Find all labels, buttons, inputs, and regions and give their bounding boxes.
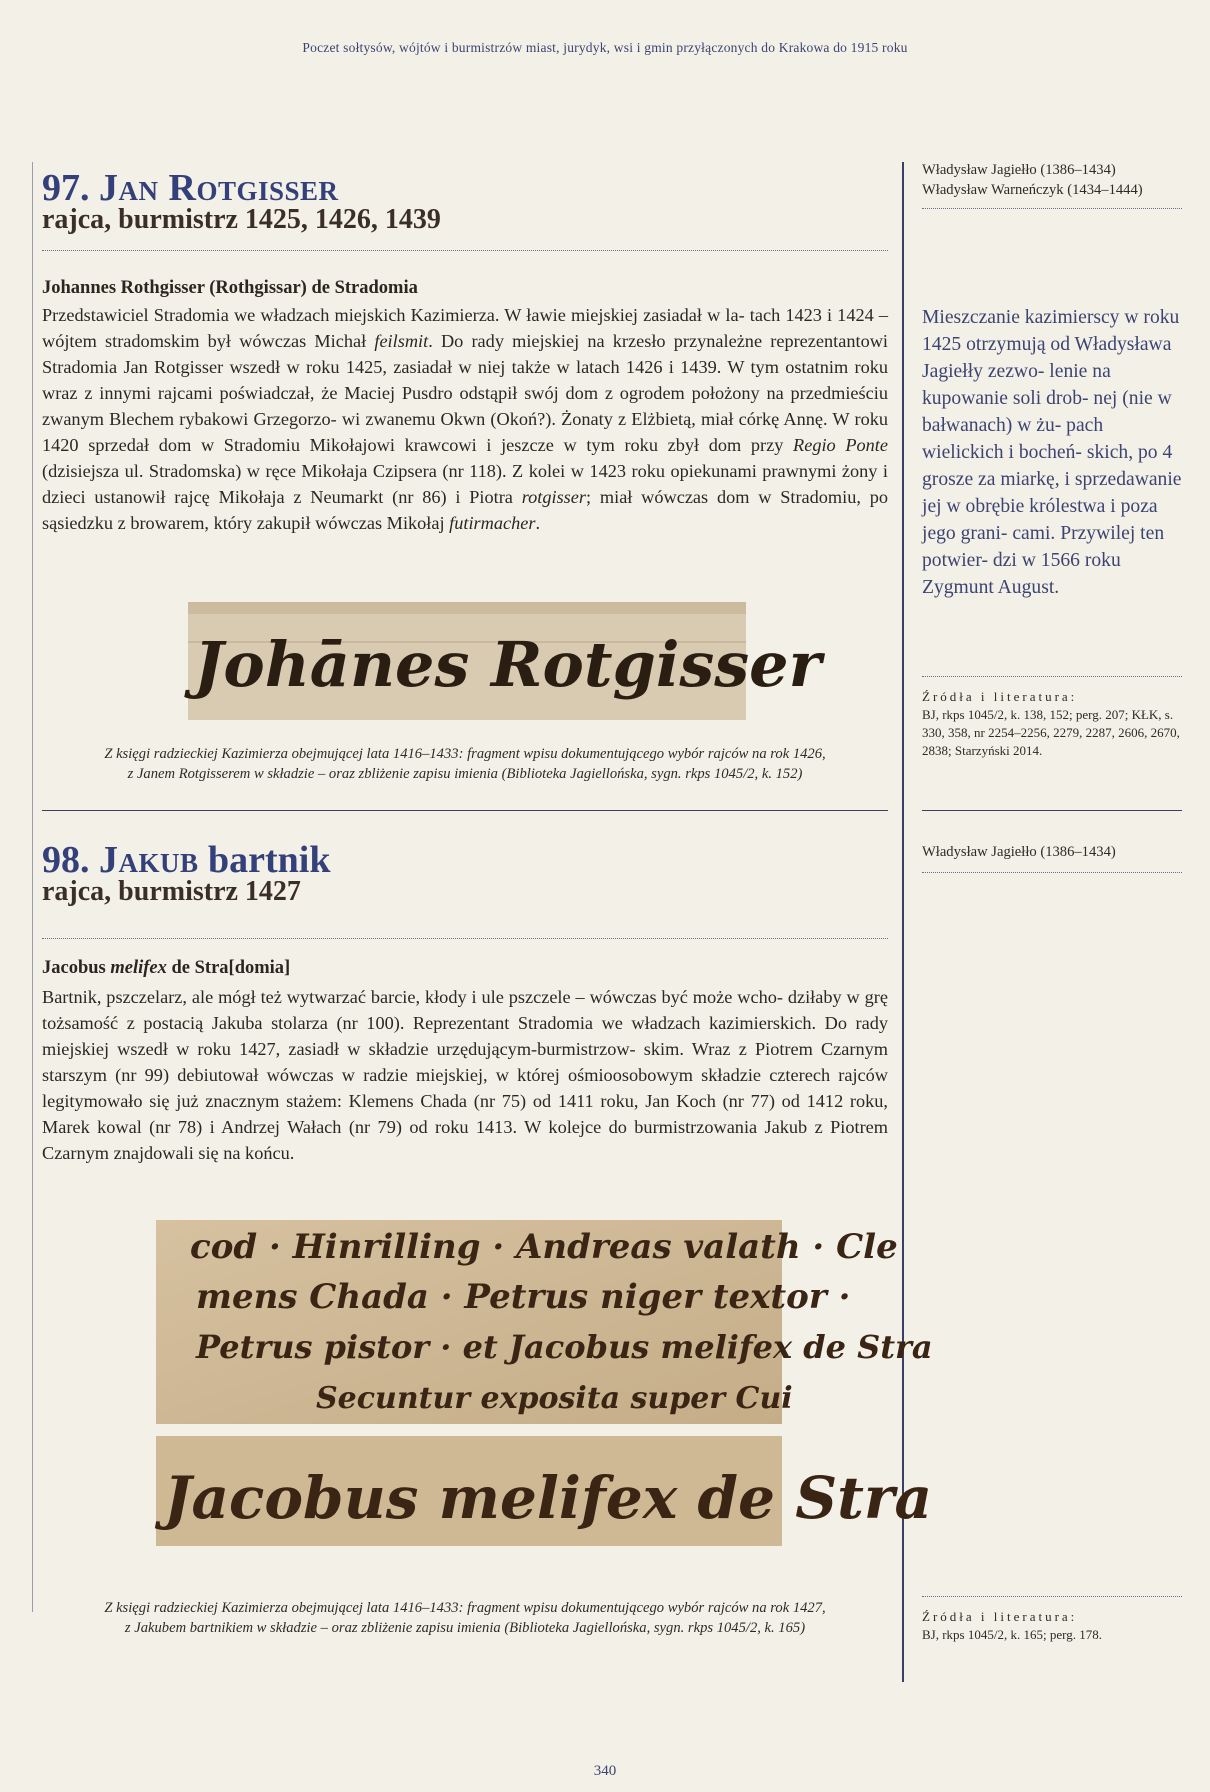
entry-98-number: 98.	[42, 839, 90, 881]
latin-part: Jacobus	[42, 958, 111, 978]
entry-97-role: rajca, burmistrz 1425, 1426, 1439	[42, 204, 441, 235]
sources-divider	[922, 676, 1182, 677]
body-segment: . Do rady miejskiej na krzesło przynależne reprezentantowi Stradomia Jan Rotgisser wszedł w roku 1425, zasiadał w niej także w latach 1426 i 1439. W tym ostatnim roku wraz z innymi rajcami poświadczał, że Maciej Pusdro odstąpił swój dom z ogrodem położony na przedmieściu zwanym Blechem rybakowi Grzegorzo- wi zwanemu Okwn (Okoń?). Żonaty z Elżbietą, miał córkę Annę. W roku 1420 sprzedał dom w Stradomiu Mikołajowi krawcowi i jeszcze w tym roku zbył dom przy	[42, 331, 888, 455]
entry-97-sources	[922, 688, 1182, 760]
manuscript-98-line: Secuntur exposita super Cui	[316, 1381, 793, 1416]
manuscript-image-97	[188, 602, 822, 720]
body-segment: .	[535, 513, 541, 533]
running-header: Poczet sołtysów, wójtów i burmistrzów miast, jurydyk, wsi i gmin przyłączonych do Krakowa do 1915 roku	[302, 40, 908, 55]
manuscript-98-line: Petrus pistor · et Jacobus melifex de Stra	[196, 1328, 933, 1366]
entry-97-side-note: Mieszczanie kazimierscy w roku 1425 otrzymują od Władysława Jagiełły zezwo- lenie na kupowanie soli drob- nej (nie w bałwanach) w żu- pach wielickich i bocheń- skich, po 4 grosze za miarkę, i sprzedawanie jej w obrębie królestwa i poza jego grani- cami. Przywilej ten potwier- dzi w 1566 roku Zygmunt August.	[922, 307, 1182, 598]
sources-label: Źródła i literatura:	[922, 689, 1078, 704]
entry-97-title-divider	[42, 250, 888, 251]
manuscript-97-text: Johānes Rotgisser	[194, 628, 822, 701]
entry-98-title-divider	[42, 938, 888, 939]
entry-98-role: rajca, burmistrz 1427	[42, 876, 301, 907]
entry-97-caption	[42, 744, 888, 784]
entry-97-latin-name: Johannes Rothgisser (Rothgissar) de Stradomia	[42, 278, 418, 298]
page-number: 340	[593, 1763, 617, 1779]
caption-line: Z księgi radzieckiej Kazimierza obejmującej lata 1416–1433: fragment wpisu dokumentującego wybór rajców na rok 1427,	[104, 1600, 826, 1616]
entry-97-rulers	[922, 160, 1182, 200]
caption-line: Z księgi radzieckiej Kazimierza obejmującej lata 1416–1433: fragment wpisu dokumentującego wybór rajców na rok 1426,	[104, 746, 826, 762]
caption-line: z Jakubem bartnikiem w składzie – oraz zbliżenie zapisu imienia (Biblioteka Jagiellońska, sygn. rkps 1045/2, k. 165)	[124, 1620, 806, 1636]
manuscript-image-98-zoom	[156, 1436, 933, 1546]
left-margin-rule	[32, 162, 33, 1612]
entry-separator	[42, 810, 888, 811]
ruler-item: Władysław Warneńczyk (1434–1444)	[922, 182, 1143, 198]
manuscript-98-zoom-text: Jacobus melifex de Stra	[164, 1464, 933, 1532]
entry-98-latin-name	[42, 958, 290, 979]
entry-98-name: Jakub	[99, 839, 199, 881]
manuscript-98-line: cod · Hinrilling · Andreas valath · Cle	[190, 1227, 898, 1267]
manuscript-image-98	[156, 1220, 933, 1424]
sources-text: BJ, rkps 1045/2, k. 165; perg. 178.	[922, 1627, 1102, 1642]
sources-label: Źródła i literatura:	[922, 1609, 1078, 1624]
entry-97-body	[42, 302, 888, 536]
sources-text: BJ, rkps 1045/2, k. 138, 152; perg. 207; KŁK, s. 330, 358, nr 2254–2256, 2279, 2287, 2606, 2670, 2838; Starzyński 2014.	[922, 707, 1180, 758]
latin-part-italic: melifex	[110, 958, 167, 978]
entry-98-name-rest: bartnik	[208, 839, 331, 881]
manuscript-98-line: mens Chada · Petrus niger textor ·	[196, 1277, 851, 1317]
ruler-item: Władysław Jagiełło (1386–1434)	[922, 844, 1116, 860]
body-segment-italic: Regio Ponte	[793, 435, 888, 455]
entry-98-caption	[42, 1598, 888, 1638]
entry-98-rulers	[922, 842, 1182, 862]
body-segment: (dzisiejsza ul. Stradomska) w ręce Mikołaja Czipsera (nr 118). Z kolei w 1423 roku opiekunami prawnymi żony i dzieci ustanowił rajcę Mikołaja z Neumarkt (nr 86) i Piotra	[42, 461, 888, 507]
column-divider	[902, 162, 904, 1682]
caption-line: z Janem Rotgisserem w składzie – oraz zbliżenie zapisu imienia (Biblioteka Jagiellońska, sygn. rkps 1045/2, k. 152)	[127, 766, 803, 782]
body-segment: ; miał wówczas dom w Stradomiu, po sąsiedzku z browarem, który zakupił wówczas Mikołaj	[42, 487, 889, 533]
manuscript-svg	[188, 602, 822, 720]
manuscript-svg	[156, 1220, 933, 1424]
entry-97-number: 97.	[42, 167, 90, 209]
entry-98-sources	[922, 1608, 1182, 1644]
body-segment-italic: rotgisser	[521, 487, 587, 507]
manuscript-svg	[156, 1436, 933, 1546]
body-segment: tach 1423 i 1424 – wójtem stradomskim był wówczas Michał	[42, 305, 888, 351]
entry-97-name: Jan Rotgisser	[99, 167, 339, 209]
latin-part: de Stra[domia]	[166, 958, 291, 978]
body-segment-italic: feilsmit	[374, 331, 429, 351]
ruler-item: Władysław Jagiełło (1386–1434)	[922, 162, 1116, 178]
rulers-divider-98	[922, 872, 1182, 873]
entry-98-body: Bartnik, pszczelarz, ale mógł też wytwarzać barcie, kłody i ule pszczele – wówczas być może wcho- dziłaby w grę tożsamość z postacią Jakuba stolarza (nr 100). Reprezentant Stradomia we władzach kazimierskich. Do rady miejskiej wszedł w roku 1427, zasiadł w składzie urzędującym-burmistrzow- skim. Wraz z Piotrem Czarnym starszym (nr 99) debiutował wówczas w radzie miejskiej, w której ośmioosobowym składzie czterech rajców legitymowało się już znacznym stażem: Klemens Chada (nr 75) od 1411 roku, Jan Koch (nr 77) od 1412 roku, Marek kowal (nr 78) i Andrzej Wałach (nr 79) od roku 1413. W kolejce do burmistrzowania Jakub z Piotrem Czarnym znajdowali się na końcu.	[42, 987, 888, 1163]
body-segment: Przedstawiciel Stradomia we władzach miejskich Kazimierza. W ławie miejskiej zasiadał w la-	[42, 305, 745, 325]
rulers-divider	[922, 208, 1182, 209]
sources-divider-98	[922, 1596, 1182, 1597]
entry-separator-side	[922, 810, 1182, 811]
body-segment-italic: futirmacher	[449, 513, 536, 533]
